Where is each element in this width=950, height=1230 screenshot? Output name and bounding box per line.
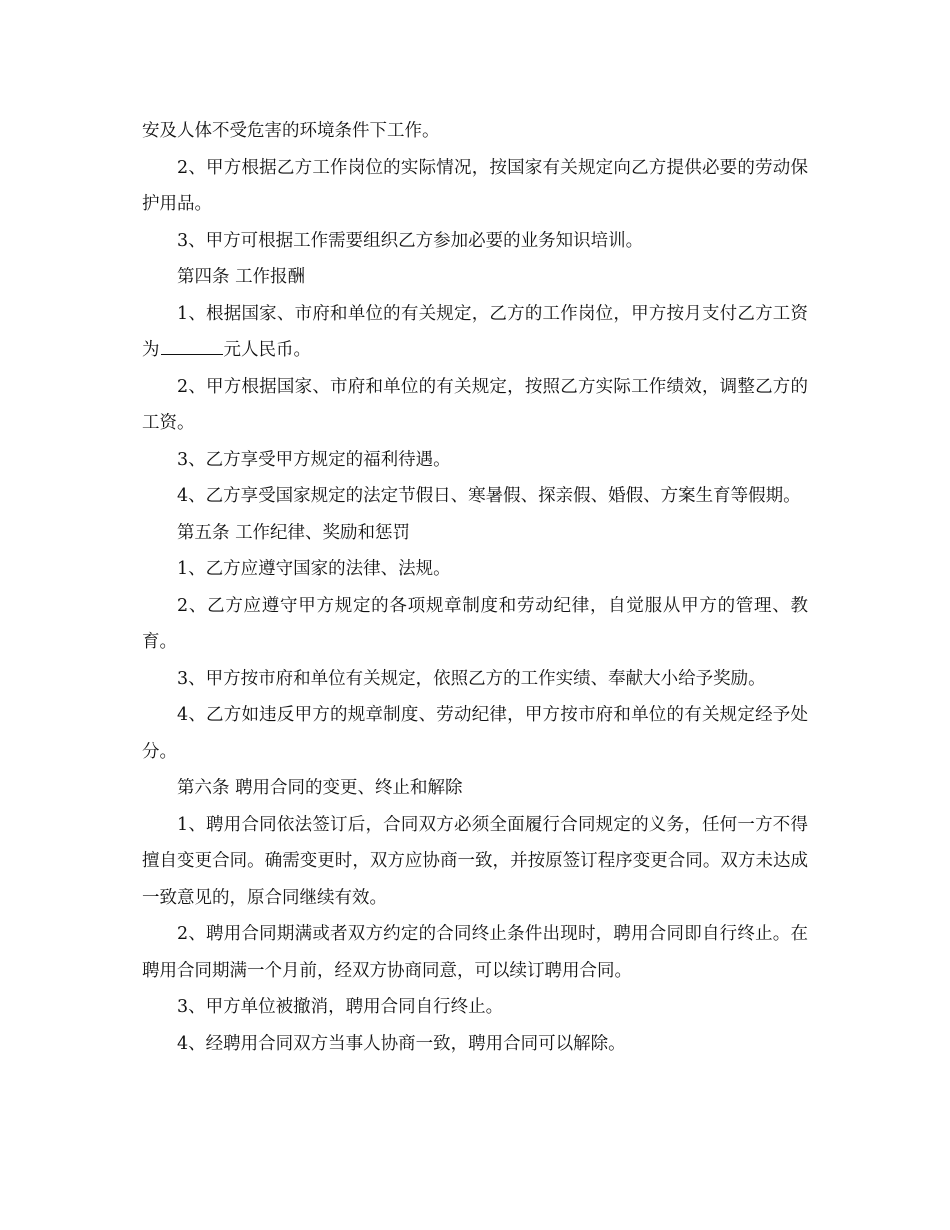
- section-heading-article-6: 第六条 聘用合同的变更、终止和解除: [177, 778, 463, 798]
- list-item: 2、聘用合同期满或者双方约定的合同终止条件出现时，聘用合同即自行终止。在聘用合同期满一个月前，经双方协商同意，可以续订聘用合同。: [142, 924, 808, 981]
- section-heading-article-5: 第五条 工作纪律、奖励和惩罚: [177, 522, 411, 543]
- section-heading-article-4: 第四条 工作报酬: [177, 267, 306, 287]
- salary-text-after: 元人民币。: [223, 340, 311, 360]
- document-body: [142, 113, 808, 1062]
- salary-text-before: 1、根据国家、市府和单位的有关规定，乙方的工作岗位，甲方按月支付乙方工资为: [142, 303, 808, 360]
- paragraph-continuation: 安及人体不受危害的环境条件下工作。: [142, 121, 440, 141]
- salary-blank-line: [161, 337, 223, 356]
- list-item: 3、甲方单位被撤消，聘用合同自行终止。: [177, 997, 504, 1017]
- list-item: 2、甲方根据国家、市府和单位的有关规定，按照乙方实际工作绩效，调整乙方的工资。: [142, 376, 808, 433]
- list-item: 3、乙方享受甲方规定的福利待遇。: [177, 449, 451, 470]
- list-item: 1、聘用合同依法签订后，合同双方必须全面履行合同规定的义务，任何一方不得擅自变更合同。确需变更时，双方应协商一致，并按原签订程序变更合同。双方未达成一致意见的，原合同继续有效。: [142, 814, 808, 908]
- list-item: 3、甲方可根据工作需要组织乙方参加必要的业务知识培训。: [177, 230, 644, 251]
- list-item: 2、甲方根据乙方工作岗位的实际情况，按国家有关规定向乙方提供必要的劳动保护用品。: [142, 157, 808, 214]
- list-item: 4、乙方享受国家规定的法定节假日、寒暑假、探亲假、婚假、方案生育等假期。: [177, 486, 801, 506]
- list-item: 3、甲方按市府和单位有关规定，依照乙方的工作实绩、奉献大小给予奖励。: [177, 668, 766, 689]
- list-item: 4、乙方如违反甲方的规章制度、劳动纪律，甲方按市府和单位的有关规定经予处分。: [142, 705, 808, 762]
- list-item-salary: [142, 296, 808, 369]
- list-item: 2、乙方应遵守甲方规定的各项规章制度和劳动纪律，自觉服从甲方的管理、教育。: [142, 595, 808, 652]
- list-item: 1、乙方应遵守国家的法律、法规。: [177, 559, 451, 579]
- list-item: 4、经聘用合同双方当事人协商一致，聘用合同可以解除。: [177, 1033, 626, 1054]
